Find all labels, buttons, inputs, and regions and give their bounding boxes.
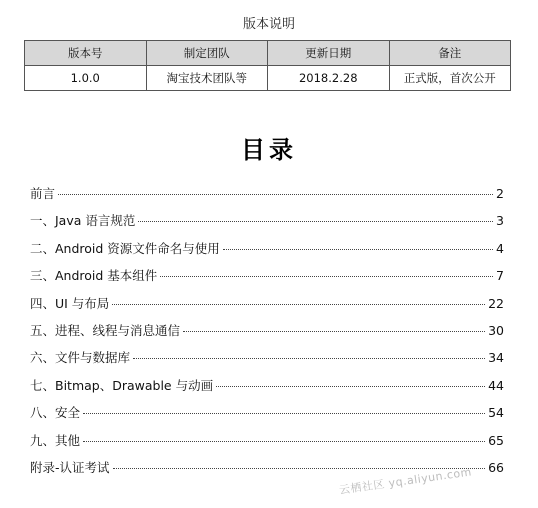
toc-entry-page: 65 <box>488 432 504 448</box>
toc-entry-label: 三、Android 基本组件 <box>30 268 158 284</box>
toc-entry-page: 7 <box>496 268 504 284</box>
toc-entry-label: 二、Android 资源文件命名与使用 <box>30 240 220 256</box>
toc-entry-page: 34 <box>488 350 504 366</box>
toc-dot-leader <box>58 194 493 195</box>
toc-entry-page: 66 <box>488 459 504 475</box>
header-team: 制定团队 <box>146 41 268 66</box>
toc-entry-label: 六、文件与数据库 <box>30 350 131 366</box>
toc-entry-page: 3 <box>496 213 504 229</box>
toc-dot-leader <box>160 276 493 277</box>
cell-notes: 正式版，首次公开 <box>389 66 511 91</box>
watermark: 云栖社区 yq.aliyun.com <box>338 465 473 497</box>
toc-entry-label: 四、UI 与布局 <box>30 295 110 311</box>
version-table <box>24 40 511 91</box>
toc-entry-label: 八、安全 <box>30 405 81 421</box>
toc-entry-label: 前言 <box>30 186 56 201</box>
header-update-date: 更新日期 <box>268 41 390 66</box>
toc-entry-other[interactable] <box>30 431 504 458</box>
table-row <box>25 66 511 91</box>
toc-dot-leader <box>183 331 485 332</box>
toc-dot-leader <box>216 386 485 387</box>
toc-entry-file-database[interactable] <box>30 348 504 375</box>
header-notes: 备注 <box>389 41 511 66</box>
toc-entry-preface[interactable] <box>30 184 504 211</box>
toc-list <box>30 184 504 485</box>
toc-entry-label: 九、其他 <box>30 432 81 448</box>
version-table-header-row <box>25 41 511 66</box>
toc-entry-page: 44 <box>488 377 504 393</box>
toc-entry-page: 30 <box>488 322 504 338</box>
toc-entry-ui-layout[interactable] <box>30 294 504 321</box>
header-version-number: 版本号 <box>25 41 147 66</box>
cell-team: 淘宝技术团队等 <box>146 66 268 91</box>
toc-dot-leader <box>83 413 485 414</box>
version-caption: 版本说明 <box>242 17 295 32</box>
toc-entry-page: 54 <box>488 405 504 421</box>
toc-dot-leader <box>223 249 493 250</box>
toc-entry-page: 2 <box>496 186 504 201</box>
toc-entry-label: 附录-认证考试 <box>30 459 110 475</box>
toc-entry-process-thread[interactable] <box>30 321 504 348</box>
toc-dot-leader <box>138 221 493 222</box>
toc-entry-java-spec[interactable] <box>30 211 504 238</box>
toc-title: 目录 <box>241 136 297 164</box>
toc-dot-leader <box>112 304 485 305</box>
toc-entry-bitmap-drawable[interactable] <box>30 376 504 403</box>
toc-entry-page: 22 <box>488 295 504 311</box>
toc-entry-resource-naming[interactable] <box>30 239 504 266</box>
toc-entry-label: 七、Bitmap、Drawable 与动画 <box>30 377 214 393</box>
toc-dot-leader <box>83 441 485 442</box>
toc-dot-leader <box>133 358 485 359</box>
toc-entry-label: 五、进程、线程与消息通信 <box>30 322 181 338</box>
toc-entry-page: 4 <box>496 240 504 256</box>
cell-version-number: 1.0.0 <box>25 66 147 91</box>
toc-entry-basic-components[interactable] <box>30 266 504 293</box>
toc-entry-label: 一、Java 语言规范 <box>30 213 136 229</box>
toc-entry-security[interactable] <box>30 403 504 430</box>
cell-update-date: 2018.2.28 <box>268 66 390 91</box>
